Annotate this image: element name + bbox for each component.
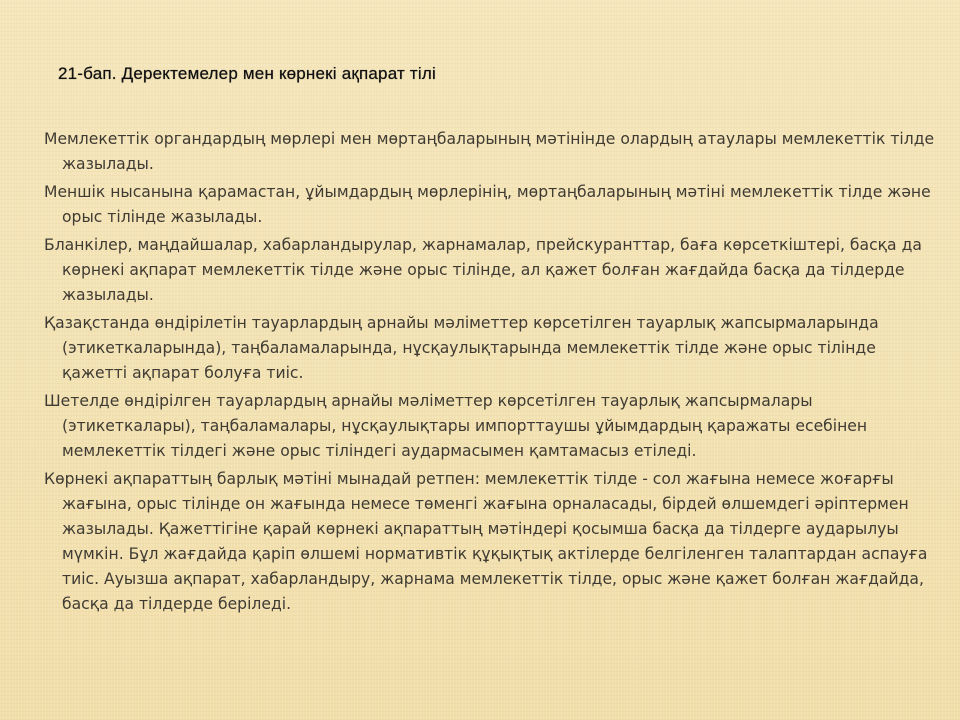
paragraph-foreign-goods: Шетелде өндірілген тауарлардың арнайы мәліметтер көрсетілген тауарлық жапсырмалары (этикеткалары), таңбаламалары, нұсқаулықтары импорттаушы ұйымдардың қаражаты есебінен мемлекеттік тілдегі және орыс тіліндегі аудармасымен қамтамасыз етіледі.	[44, 392, 868, 460]
slide-title: 21-бап. Деректемелер мен көрнекі ақпарат тілі	[58, 64, 436, 83]
paragraph-seals: Мемлекеттік органдардың мөрлері мен мөртаңбаларының мәтінінде олардың атаулары мемлекеттік тілде жазылады.	[44, 130, 935, 173]
paragraph-domestic-goods: Қазақстанда өндірілетін тауарлардың арнайы мәліметтер көрсетілген тауарлық жапсырмаларында (этикеткаларында), таңбаламаларында, нұсқаулықтарында мемлекеттік тілде және орыс тілінде қажетті ақпарат болуға тиіс.	[44, 314, 879, 382]
slide-body	[44, 127, 944, 620]
paragraph-visual-info: Көрнекі ақпараттың барлық мәтіні мынадай ретпен: мемлекеттік тілде - сол жағына немесе жоғарғы жағына, орыс тілінде он жағында немесе төменгі жағына орналасады, бірдей өлшемдегі әріптермен жазылады. Қажеттігіне қарай көрнекі ақпараттың мәтіндері қосымша басқа да тілдерге аударылуы мүмкін. Бұл жағдайда қаріп өлшемі нормативтік құқықтық актілерде белгіленген талаптардан аспауға тиіс. Ауызша ақпарат, хабарландыру, жарнама мемлекеттік тілде, орыс және қажет болған жағдайда, басқа да тілдерде беріледі.	[44, 470, 928, 613]
paragraph-blanks: Бланкілер, маңдайшалар, хабарландырулар, жарнамалар, прейскуранттар, баға көрсеткіштері, басқа да көрнекі ақпарат мемлекеттік тілде және орыс тілінде, ал қажет болған жағдайда басқа да тілдерде жазылады.	[44, 236, 922, 304]
paragraph-organizations: Меншік нысанына қарамастан, ұйымдардың мөрлерінің, мөртаңбаларының мәтіні мемлекеттік тілде және орыс тілінде жазылады.	[44, 183, 931, 226]
